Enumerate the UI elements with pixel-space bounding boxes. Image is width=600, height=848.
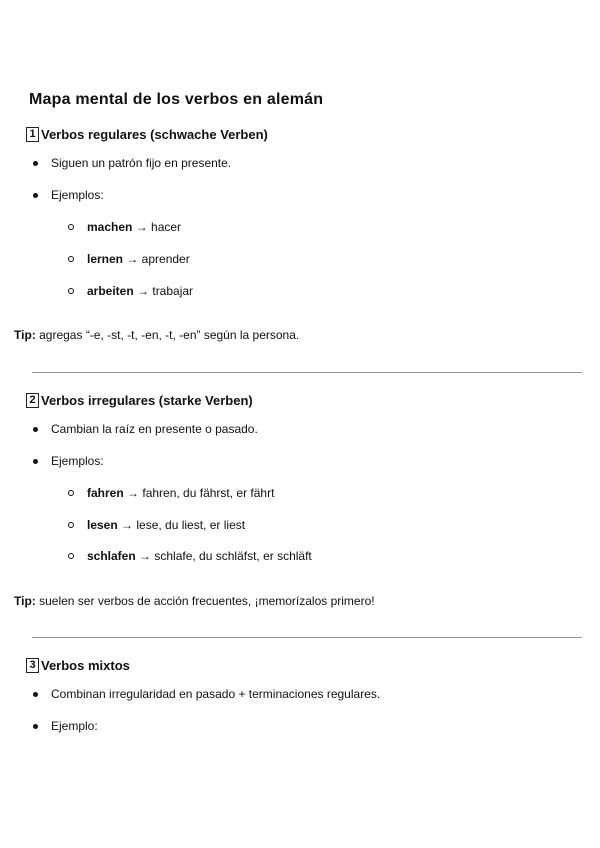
page-title: Mapa mental de los verbos en alemán	[29, 91, 324, 108]
example-item	[68, 220, 181, 234]
list-item-text: Siguen un patrón fijo en presente.	[51, 156, 232, 170]
example-verb: lesen	[87, 518, 118, 532]
bullet-circle-icon	[68, 256, 74, 262]
section-heading-regulares	[26, 127, 268, 142]
list-item-text: Ejemplo:	[51, 719, 98, 733]
bullet-dot-icon	[33, 459, 38, 464]
example-meaning: → lese, du liest, er liest	[117, 518, 246, 532]
bullet-dot-icon	[33, 161, 38, 166]
tip-note	[14, 328, 299, 342]
bullet-dot-icon	[33, 692, 38, 697]
example-item	[68, 284, 193, 298]
example-verb: fahren	[87, 486, 124, 500]
list-item-text: Ejemplos:	[51, 188, 104, 202]
example-item	[68, 486, 274, 500]
list-item-text: Combinan irregularidad en pasado + terminaciones regulares.	[51, 687, 381, 701]
example-verb: arbeiten	[87, 284, 134, 298]
list-item	[33, 687, 380, 701]
example-item	[68, 252, 190, 266]
example-meaning: → trabajar	[133, 284, 194, 298]
list-item	[33, 719, 98, 733]
bullet-dot-icon	[33, 427, 38, 432]
example-verb: machen	[87, 220, 133, 234]
example-verb: lernen	[87, 252, 124, 266]
bullet-circle-icon	[68, 288, 74, 294]
list-item-text: Ejemplos:	[51, 454, 104, 468]
example-verb: schlafen	[87, 549, 136, 563]
number-badge: 1	[26, 127, 39, 142]
example-item	[68, 549, 312, 563]
tip-label: Tip:	[14, 328, 36, 342]
example-meaning: → aprender	[123, 252, 190, 266]
tip-note	[14, 594, 375, 608]
bullet-circle-icon	[68, 490, 74, 496]
bullet-dot-icon	[33, 193, 38, 198]
tip-text: suelen ser verbos de acción frecuentes, ¡memorízalos primero!	[35, 594, 375, 608]
list-item-text: Cambian la raíz en presente o pasado.	[51, 422, 258, 436]
section-heading-text: Verbos mixtos	[41, 658, 130, 673]
section-heading-irregulares	[26, 393, 253, 408]
section-heading-text: Verbos irregulares (starke Verben)	[41, 393, 253, 408]
bullet-circle-icon	[68, 224, 74, 230]
tip-label: Tip:	[14, 594, 36, 608]
example-meaning: → fahren, du fährst, er fährt	[123, 486, 275, 500]
section-heading-mixtos	[26, 658, 130, 673]
section-heading-text: Verbos regulares (schwache Verben)	[41, 127, 268, 142]
number-badge: 3	[26, 658, 39, 673]
example-item	[68, 518, 245, 532]
bullet-circle-icon	[68, 553, 74, 559]
example-meaning: → schlafe, du schläfst, er schläft	[135, 549, 312, 563]
bullet-dot-icon	[33, 724, 38, 729]
divider	[32, 372, 582, 373]
divider	[32, 637, 582, 638]
tip-text: agregas “-e, -st, -t, -en, -t, -en” según la persona.	[35, 328, 300, 342]
example-meaning: → hacer	[132, 220, 182, 234]
list-item	[33, 188, 104, 202]
list-item	[33, 422, 258, 436]
list-item	[33, 156, 231, 170]
number-badge: 2	[26, 393, 39, 408]
list-item	[33, 454, 104, 468]
bullet-circle-icon	[68, 522, 74, 528]
